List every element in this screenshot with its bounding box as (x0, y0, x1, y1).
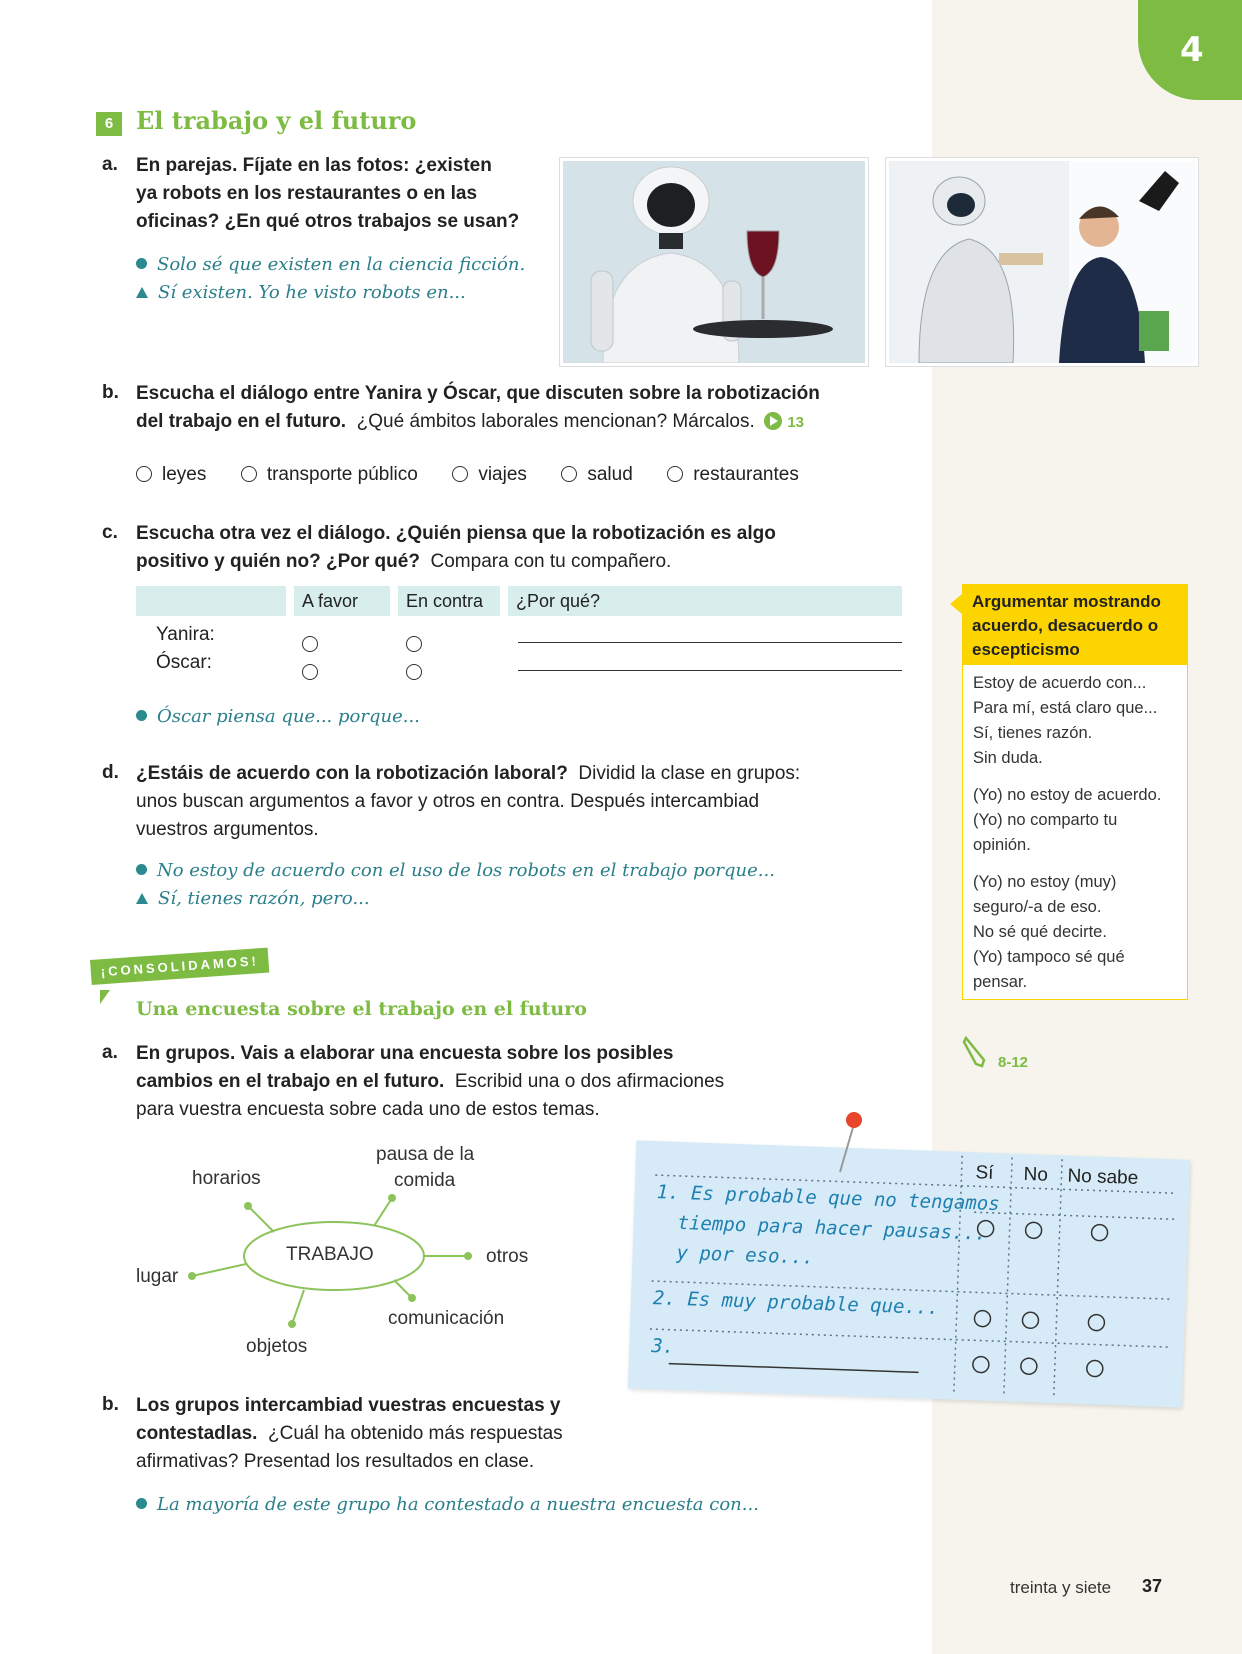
note-line-2: 2. Es muy probable que... (652, 1287, 940, 1320)
note-line-1b: tiempo para hacer pausas... (677, 1211, 987, 1245)
cons-b-letter: b. (102, 1394, 119, 1415)
cons-a-letter: a. (102, 1042, 118, 1063)
mindmap-node-pausa: pausa de la (376, 1144, 475, 1165)
oscar-contra-radio[interactable] (406, 664, 422, 680)
sidebar-body: Estoy de acuerdo con... Para mí, está claro que... Sí, tienes razón. Sin duda. (Yo) no estoy de acuerdo. (Yo) no comparto tu opinión. (Yo) no estoy (muy) seguro/-a de eso. No sé qué decirte. (Yo) tampoco sé qué pensar. (962, 664, 1188, 1000)
item-d-question: ¿Estáis de acuerdo con la robotización laboral? Dividid la clase en grupos: unos buscan argumentos a favor y otros en contra. Después intercambiad vuestros argumentos. (136, 763, 801, 840)
pencil-icon[interactable] (962, 1034, 990, 1075)
mindmap-node-lugar: lugar (136, 1266, 179, 1287)
section-title: El trabajo y el futuro (136, 106, 417, 135)
note-header-no: No (1023, 1163, 1049, 1186)
oscar-answer-line[interactable] (518, 670, 902, 671)
item-a-question (136, 152, 546, 236)
radio-icon[interactable] (667, 466, 683, 482)
mindmap-node-horarios: horarios (192, 1168, 261, 1189)
item-b-letter: b. (102, 382, 119, 403)
robot-waiter-photo (560, 158, 868, 366)
cons-b-example: La mayoría de este grupo ha contestado a nuestra encuesta con... (136, 1494, 759, 1515)
oscar-favor-radio[interactable] (302, 664, 318, 680)
radio-icon[interactable] (452, 466, 468, 482)
table-header-favor: A favor (294, 586, 390, 616)
cons-b-question: Los grupos intercambiad vuestras encuestas y contestadlas. ¿Cuál ha obtenido más respuestas afirmativas? Presentad los resultados en clase. (136, 1395, 563, 1472)
item-a-example-1: Solo sé que existen en la ciencia ficción. (136, 254, 525, 275)
bullet-icon (136, 710, 147, 721)
audio-track-icon[interactable] (764, 412, 782, 430)
cons-a-question: En grupos. Vais a elaborar una encuesta sobre los posibles cambios en el trabajo en el futuro. Escribid una o dos afirmaciones para vuestra encuesta sobre cada uno de estos temas. (136, 1043, 725, 1120)
item-d-letter: d. (102, 762, 119, 783)
option-restaurantes[interactable]: restaurantes (667, 464, 799, 485)
note-header-si: Sí (975, 1162, 994, 1184)
note-header-nosabe: No sabe (1067, 1165, 1139, 1189)
triangle-icon (136, 287, 148, 298)
bullet-icon (136, 258, 147, 269)
bullet-icon (136, 1498, 147, 1509)
consolidamos-title: Una encuesta sobre el trabajo en el futuro (136, 998, 587, 1020)
section-number: 6 (96, 112, 122, 136)
item-c-question: Escucha otra vez el diálogo. ¿Quién piensa que la robotización es algo positivo y quién no? ¿Por qué? Compara con tu compañero. (136, 523, 776, 572)
note-line-1c: y por eso... (676, 1241, 815, 1269)
item-a-example-2: Sí existen. Yo he visto robots en... (136, 282, 466, 303)
chapter-number: 4 (1180, 30, 1204, 70)
consolidamos-banner: ¡CONSOLIDAMOS! (90, 948, 270, 985)
mindmap-center: TRABAJO (286, 1244, 374, 1265)
item-a-line2: ya robots en los restaurantes o en las (136, 183, 478, 204)
bullet-icon (136, 864, 147, 875)
pin-icon (836, 1110, 866, 1179)
exercise-reference: 8-12 (998, 1054, 1029, 1071)
triangle-icon (136, 893, 148, 904)
sidebar-notch (950, 594, 962, 614)
item-d-example-1: No estoy de acuerdo con el uso de los robots en el trabajo porque... (136, 860, 775, 881)
radio-icon[interactable] (241, 466, 257, 482)
yanira-favor-radio[interactable] (302, 636, 318, 652)
radio-icon[interactable] (136, 466, 152, 482)
item-a-line1: En parejas. Fíjate en las fotos: ¿existen (136, 155, 492, 176)
note-line-1a: 1. Es probable que no tengamos (656, 1181, 1001, 1216)
yanira-answer-line[interactable] (518, 642, 902, 643)
option-viajes[interactable]: viajes (452, 464, 527, 485)
item-b-question: Escucha el diálogo entre Yanira y Óscar, que discuten sobre la robotización del trabajo en el futuro. ¿Qué ámbitos laborales mencionan? Márcalos. 13 (136, 383, 820, 432)
robot-office-photo (886, 158, 1198, 366)
row-yanira-label: Yanira: (156, 624, 215, 645)
option-leyes[interactable]: leyes (136, 464, 206, 485)
consolidamos-tail (100, 990, 110, 1004)
row-oscar-label: Óscar: (156, 652, 212, 673)
page-number-words: treinta y siete (1010, 1578, 1112, 1597)
item-a-letter: a. (102, 154, 118, 175)
option-salud[interactable]: salud (561, 464, 632, 485)
mindmap-node-comunicacion: comunicación (388, 1308, 505, 1329)
radio-icon[interactable] (561, 466, 577, 482)
table-header-porque: ¿Por qué? (508, 586, 902, 616)
item-b-options (136, 464, 829, 486)
yanira-contra-radio[interactable] (406, 636, 422, 652)
mindmap-node-objetos: objetos (246, 1336, 308, 1357)
table-header-blank (136, 586, 286, 616)
item-c-letter: c. (102, 522, 118, 543)
mindmap-node-otros: otros (486, 1246, 529, 1267)
item-d-example-2: Sí, tienes razón, pero... (136, 888, 370, 909)
sidebar-title: Argumentar mostrando acuerdo, desacuerdo o escepticismo (962, 584, 1188, 664)
audio-track-number: 13 (787, 414, 805, 431)
mindmap-node-comida: comida (394, 1170, 456, 1191)
item-a-line3: oficinas? ¿En qué otros trabajos se usan? (136, 211, 520, 232)
note-line-3: 3. (650, 1335, 675, 1358)
table-header-contra: En contra (398, 586, 500, 616)
page-number: 37 (1142, 1576, 1163, 1596)
item-c-example: Óscar piensa que... porque... (136, 706, 420, 727)
survey-note (628, 1140, 1190, 1407)
option-transporte[interactable]: transporte público (241, 464, 418, 485)
